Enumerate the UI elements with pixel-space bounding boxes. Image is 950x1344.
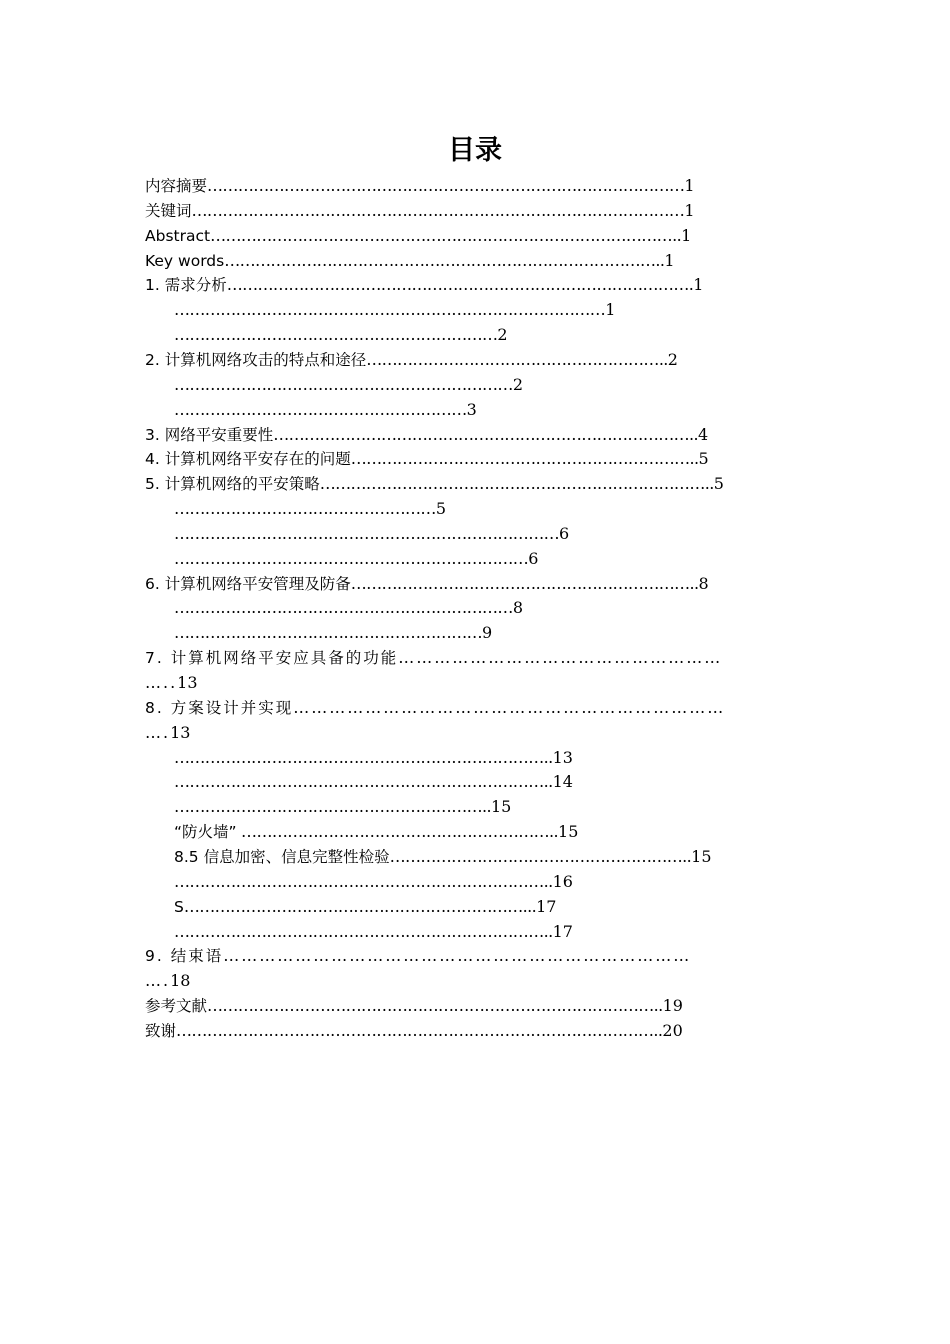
toc-page-number: 4 (698, 425, 709, 444)
toc-entry-label: 参考文献 (145, 997, 208, 1015)
toc-page-number: 13 (177, 673, 198, 692)
toc-page-number: 16 (552, 872, 573, 891)
toc-entry (174, 299, 615, 321)
toc-page-number: 2 (497, 325, 508, 344)
toc-leader-dots: ………………………………………………….. (389, 847, 692, 866)
toc-leader-dots: ……………………………………………… (398, 648, 723, 667)
toc-page-number: 1 (684, 176, 695, 195)
toc-entry-label: S (174, 898, 184, 916)
toc-entry (174, 597, 523, 619)
toc-entry (174, 324, 508, 346)
toc-entry-label: “防火墙” (174, 823, 237, 841)
toc-entry (174, 399, 477, 421)
toc-page-number: 15 (558, 822, 579, 841)
toc-leader-dots: ………………………………………………………….. (350, 449, 699, 468)
toc-entry (145, 424, 708, 446)
toc-entry (174, 821, 578, 843)
toc-entry (145, 1020, 683, 1042)
toc-page-number: 1 (681, 226, 692, 245)
toc-entry (174, 896, 556, 918)
toc-page-number: 1 (693, 275, 704, 294)
toc-leader-dots: ………………………………………………………………………………… (207, 176, 685, 195)
toc-page-number: 13 (170, 723, 191, 742)
toc-page-number: 5 (435, 499, 446, 518)
toc-entry-label: Key words (145, 252, 225, 270)
toc-page-number: 6 (528, 549, 539, 568)
toc-entry (145, 995, 683, 1017)
toc-leader-dots: ………………………………………………………….. (350, 574, 699, 593)
toc-leader-dots: …. (145, 723, 171, 742)
toc-page-number: 2 (512, 375, 523, 394)
page-title: 目录 (448, 135, 502, 166)
toc-page-number: 3 (466, 400, 477, 419)
toc-entry (145, 697, 725, 719)
toc-entry-label: 1. 需求分析 (145, 276, 227, 294)
toc-leader-dots: …………………………………………………………... (183, 897, 537, 916)
toc-leader-dots: ……………………………………………………………………………….. (210, 226, 682, 245)
toc-entry (145, 448, 709, 470)
toc-page-number: 5 (713, 474, 724, 493)
toc-entry (174, 771, 573, 793)
toc-entry-label: 2. 计算机网络攻击的特点和途径 (145, 351, 367, 369)
toc-leader-dots: …………………………………………………………………… (223, 946, 692, 965)
toc-entry (174, 548, 538, 570)
toc-leader-dots: …………………………………………………….. (174, 797, 491, 816)
toc-page-number: 2 (667, 350, 678, 369)
toc-leader-dots: …………………………………………………………… (174, 549, 529, 568)
toc-page-number: 5 (698, 449, 709, 468)
toc-leader-dots: ………………………………………………………………………………. (226, 275, 694, 294)
toc-entry (145, 647, 722, 669)
toc-leader-dots: ……………………………………………………………….. (174, 872, 553, 891)
toc-entry (145, 200, 695, 222)
toc-page-number: 15 (691, 847, 712, 866)
toc-entry-label: 9. 结束语 (145, 947, 224, 965)
toc-entry (174, 747, 573, 769)
toc-entry (174, 796, 511, 818)
toc-page-number: 20 (662, 1021, 683, 1040)
toc-leader-dots: ………………………………………………………………………………….. (176, 1021, 663, 1040)
toc-page-number: 1 (664, 251, 675, 270)
toc-leader-dots: …………………………………………… (174, 499, 436, 518)
toc-leader-dots: ……………………………………………………………….. (174, 748, 553, 767)
toc-leader-dots: ………………………………………………………… (174, 375, 513, 394)
toc-entry (145, 274, 703, 296)
toc-leader-dots: ………………………………………………………………….. (319, 474, 714, 493)
toc-page-number: 6 (559, 524, 570, 543)
toc-page-number: 14 (552, 772, 573, 791)
toc-entry-label: 4. 计算机网络平安存在的问题 (145, 450, 351, 468)
toc-entry-label: 3. 网络平安重要性 (145, 426, 274, 444)
toc-leader-dots: ……………………………………………………………………….. (273, 425, 698, 444)
toc-leader-dots: …………………………………………………………………………….. (207, 996, 663, 1015)
toc-entry (174, 921, 573, 943)
toc-leader-dots: ………………………………………………….. (366, 350, 668, 369)
toc-page-number: 18 (170, 971, 191, 990)
toc-entry (174, 846, 712, 868)
toc-leader-dots: …………………………………………………… (174, 623, 483, 642)
toc-entry (145, 970, 190, 992)
toc-leader-dots: ……………………………………………………… (174, 325, 498, 344)
toc-page-number: 8 (512, 598, 523, 617)
toc-entry (145, 672, 198, 694)
toc-leader-dots: …………………………………………………………………………………… (191, 201, 685, 220)
toc-entry-label: 8. 方案设计并实现 (145, 699, 294, 717)
toc-page-number: 9 (482, 623, 493, 642)
toc-page-number: 13 (552, 748, 573, 767)
toc-page-number: 19 (662, 996, 683, 1015)
toc-entry-label: 关键词 (145, 202, 192, 220)
toc-entry (145, 722, 190, 744)
toc-leader-dots: ……………………………………………………………… (293, 698, 726, 717)
toc-leader-dots: ………………………………………………… (174, 400, 467, 419)
toc-entry (174, 523, 569, 545)
toc-entry (145, 573, 709, 595)
toc-page-number: 1 (605, 300, 616, 319)
toc-entry (174, 622, 492, 644)
toc-leader-dots: ……………………………………………………………….. (174, 772, 553, 791)
toc-entry (145, 175, 695, 197)
toc-page-number: 15 (490, 797, 512, 816)
toc-page-number: 17 (552, 922, 573, 941)
toc-leader-dots: ….. (145, 673, 178, 692)
toc-entry (145, 225, 691, 247)
toc-entry-label: 8.5 信息加密、信息完整性检验 (174, 848, 390, 866)
toc-entry-label: 5. 计算机网络的平安策略 (145, 475, 320, 493)
toc-page-number: 8 (698, 574, 709, 593)
toc-entry-label: Abstract (145, 227, 211, 245)
toc-leader-dots: ………………………………………………………………………….. (224, 251, 665, 270)
toc-entry-label: 6. 计算机网络平安管理及防备 (145, 575, 351, 593)
toc-entry-label: 7. 计算机网络平安应具备的功能 (145, 649, 399, 667)
toc-entry (174, 498, 446, 520)
toc-page-number: 17 (536, 897, 557, 916)
toc-leader-dots: ………………………………………………………………………… (174, 300, 606, 319)
toc-entry (174, 871, 573, 893)
toc-leader-dots: …………………………………………………….. (236, 822, 559, 841)
toc-entry (145, 945, 691, 967)
toc-entry (174, 374, 523, 396)
toc-entry-label: 内容摘要 (145, 177, 208, 195)
toc-leader-dots: ………………………………………………………… (174, 598, 513, 617)
toc-page-number: 1 (684, 201, 695, 220)
toc-leader-dots: …. (145, 971, 171, 990)
toc-entry (145, 473, 724, 495)
toc-entry-label: 致谢 (145, 1022, 177, 1040)
toc-entry (145, 349, 678, 371)
toc-leader-dots: ……………………………………………………………….. (174, 922, 553, 941)
toc-entry (145, 250, 675, 272)
toc-leader-dots: ………………………………………………………………… (174, 524, 560, 543)
